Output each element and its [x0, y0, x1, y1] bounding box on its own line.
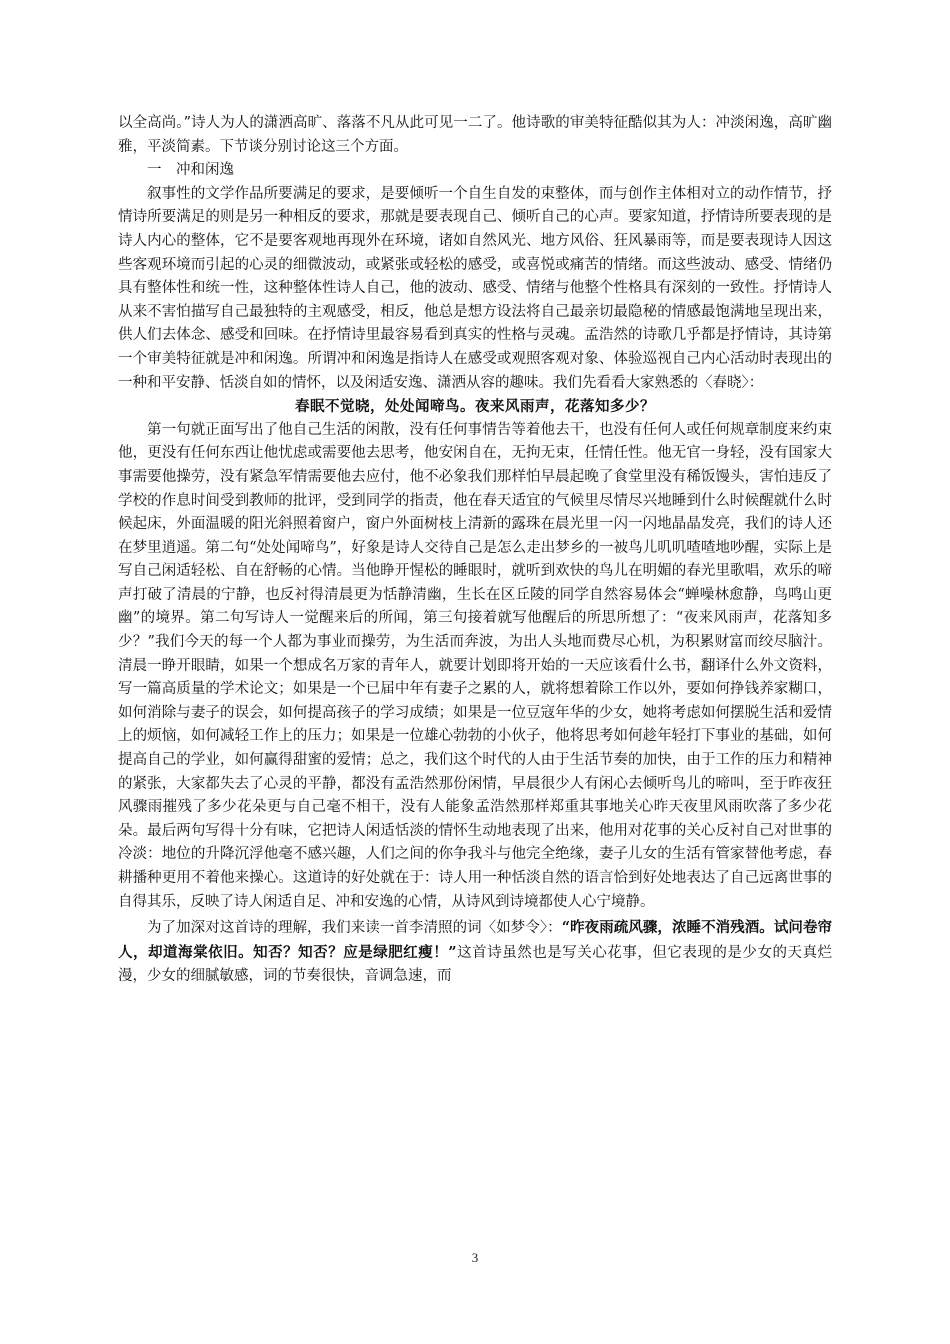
poem-line: 春眠不觉晓，处处闻啼鸟。夜来风雨声，花落知多少？: [295, 398, 655, 416]
page-number: 3: [471, 1250, 479, 1265]
ci-quote: “昨夜雨疏风骤，浓睡不消残酒。试问卷帘人，却道海棠依旧。知否？知否？应是绿肥红瘦！”: [118, 919, 832, 961]
paragraph-2: 第一句就正面写出了他自己生活的闲散，没有任何事情告等着他去干，也没有任何人或任何规章制度来约束他，更没有任何东西让他忧虑或需要他去思考，他安闲自在，无拘无束，任情任性。他无官一身轻，没有国家大事需要他操劳，没有紧急军情需要他去应付，他不必象我们那样怕早晨起晚了食堂里没有稀饭馒头，害怕违反了学校的作息时间受到教师的批评，受到同学的指责，他在春天适宜的气候里尽情尽兴地睡到什么时候醒就什么时候起床，外面温暖的阳光斜照着窗户，窗户外面树枝上清新的露珠在晨光里一闪一闪地晶晶发亮，我们的诗人还在梦里逍遥。第二句“处处闻啼鸟”，好象是诗人交待自己是怎么走出梦乡的一被鸟儿叽叽喳喳地吵醒，实际上是写自己闲适轻松、自在舒畅的心情。当他睁开惺松的睡眼时，就听到欢快的鸟儿在明媚的春光里歌唱，欢乐的啼声打破了清晨的宁静，也反衬得清晨更为恬静清幽，生长在区丘陵的同学自然容易体会“蝉噪林愈静，鸟鸣山更幽”的境界。第二句写诗人一觉醒来后的所闻，第三句接着就写他醒后的所思所想了：“夜来风雨声，花落知多少？”我们今天的每一个人都为事业而操劳，为生活而奔波，为出人头地而费尽心机，为积累财富而绞尽脑汁。清晨一睁开眼睛，如果一个想成名万家的青年人，就要计划即将开始的一天应该看什么书，翻译什么外文资料，写一篇高质量的学术论文；如果是一个已届中年有妻子之累的人，就将想着除工作以外，要如何挣钱养家糊口，如何消除与妻子的误会，如何提高孩子的学习成绩；如果是一位豆寇年华的少女，她将考虑如何摆脱生活和爱情上的烦恼，如何减轻工作上的压力；如果是一位雄心勃勃的小伙子，他将思考如何趁年轻打下事业的基础，如何提高自己的学业，如何赢得甜蜜的爱情；总之，我们这个时代的人由于生活节奏的加快，由于工作的压力和精神的紧张，大家都失去了心灵的平静，都没有孟浩然那份闲情，早晨很少人有闲心去倾听鸟儿的啼叫，至于昨夜狂风骤雨摧残了多少花朵更与自己毫不相干，没有人能象孟浩然那样郑重其事地关心昨天夜里风雨吹落了多少花朵。最后两句写得十分有味，它把诗人闲适恬淡的情怀生动地表现了出来，他用对花事的关心反衬自己对世事的冷淡：地位的升降沉浮他毫不感兴趣，人们之间的你争我斗与他完全绝缘，妻子儿女的生活有管家替他考虑，春耕播种更用不着他来操心。这道诗的好处就在于：诗人用一种恬淡自然的语言恰到好处地表达了自己远离世事的自得其乐，反映了诗人闲适自足、冲和安逸的心情，从诗风到诗境都使人心宁境静。: [118, 421, 832, 910]
paragraph-1: 叙事性的文学作品所要满足的要求，是要倾听一个自生自发的束整体，而与创作主体相对立的动作情节，抒情诗所要满足的则是另一种相反的要求，那就是要表现自己、倾听自己的心声。要家知道，抒情诗所要表现的是诗人内心的整体，它不是要客观地再现外在环境，诸如自然风光、地方风俗、狂风暴雨等，而是要表现诗人因这些客观环境而引起的心灵的细微波动，或紧张或轻松的感受，或喜悦或痛苦的情绪。而这些波动、感受、情绪仍具有整体性和统一性，这种整体性诗人自己，他的波动、感受、情绪与他整个性格具有深刻的一致性。抒情诗人从来不害怕描写自己最独特的主观感受，相反，他总是想方设法将自己最亲切最隐秘的情感最饱满地呈现出来，供人们去体念、感受和回味。在抒情诗里最容易看到真实的性格与灵魂。孟浩然的诗歌几乎都是抒情诗，其诗第一个审美特征就是冲和闲逸。所谓冲和闲逸是指诗人在感受或观照客观对象、体验巡视自己内心活动时表现出的一种和平安静、恬淡自如的情怀，以及闲适安逸、潇洒从容的趣味。我们先看看大家熟悉的〈春晓〉：: [118, 185, 832, 391]
paragraph-3-intro: 为了加深对这首诗的理解，我们来读一首李清照的词〈如梦令〉：: [147, 920, 562, 937]
document-body: [118, 112, 832, 989]
opening-paragraph: 以全高尚。”诗人为人的潇洒高旷、落落不凡从此可见一二了。他诗歌的审美特征酷似其为人：冲淡闲逸，高旷幽雅，平淡简素。下节谈分别讨论这三个方面。: [118, 115, 832, 155]
paragraph-3-rest: 这首诗虽然也是写关心花事，但它表现的是少女的天真烂漫，少女的细腻敏感，词的节奏很快，音调急速，而: [118, 944, 833, 985]
section-heading: 一 冲和闲逸: [147, 162, 234, 179]
paragraph-3: [118, 916, 832, 989]
